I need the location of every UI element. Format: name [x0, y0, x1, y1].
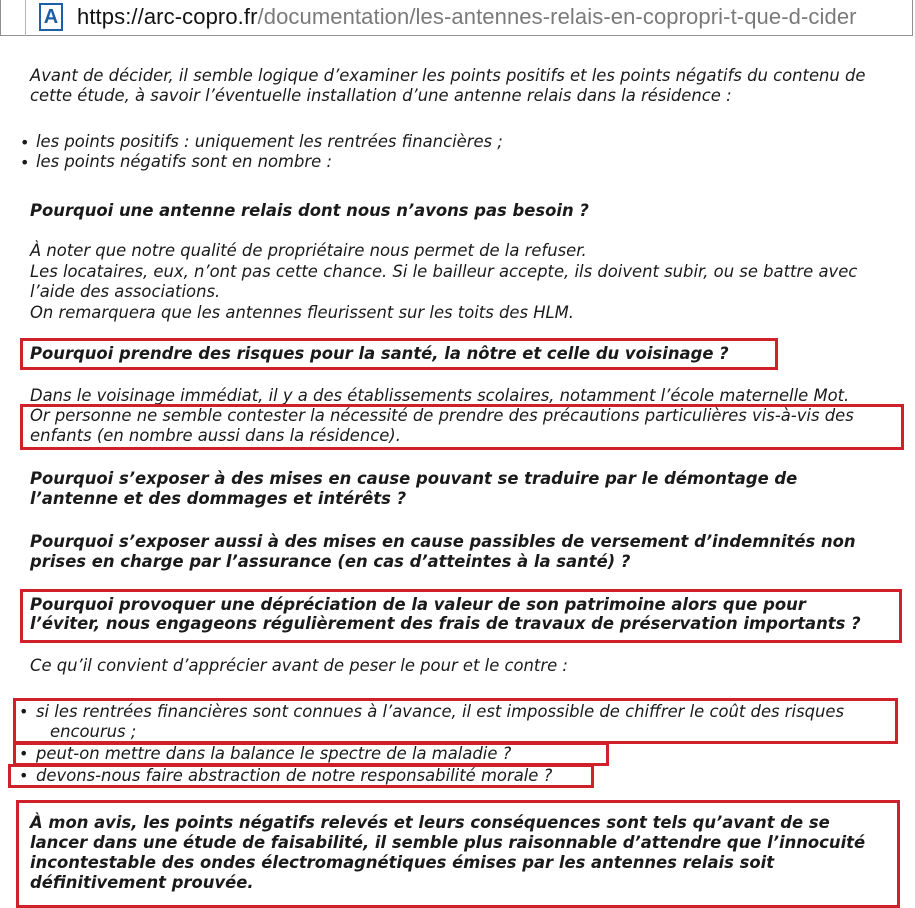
list-item: peut-on mettre dans la balance le spectre de la maladie ?: [36, 744, 512, 763]
question-heading: Pourquoi s’exposer à des mises en cause pouvant se traduire par le démontage de: [30, 469, 798, 488]
bullet-marker: •: [19, 744, 29, 763]
paragraph-line: Ce qu’il convient d’apprécier avant de peser le pour et le contre :: [30, 656, 568, 675]
question-heading: prises en charge par l’assurance (en cas d’atteintes à la santé) ?: [30, 552, 631, 571]
list-item: devons-nous faire abstraction de notre responsabilité morale ?: [36, 766, 553, 785]
address-bar-divider: [25, 0, 26, 36]
paragraph-line: On remarquera que les antennes fleurissent sur les toits des HLM.: [30, 303, 575, 322]
question-heading: Pourquoi s’exposer aussi à des mises en cause passibles de versement d’indemnités non: [30, 532, 856, 551]
intro-line-2: cette étude, à savoir l’éventuelle installation d’une antenne relais dans la résidence :: [30, 86, 732, 105]
question-heading: Pourquoi une antenne relais dont nous n’avons pas besoin ?: [30, 201, 589, 220]
address-bar[interactable]: [0, 0, 913, 36]
url-domain: arc-copro.fr: [143, 4, 258, 29]
url-path: /documentation/les-antennes-relais-en-copropri-t-que-d-cider: [257, 4, 857, 29]
question-heading: l’éviter, nous engageons régulièrement des frais de travaux de préservation importants ?: [30, 614, 861, 633]
question-heading: Pourquoi prendre des risques pour la santé, la nôtre et celle du voisinage ?: [30, 344, 729, 363]
list-item: si les rentrées financières sont connues à l’avance, il est impossible de chiffrer le coût des risques: [36, 702, 845, 721]
bullet-marker: •: [20, 133, 30, 152]
conclusion-line: lancer dans une étude de faisabilité, il semble plus raisonnable d’attendre que l’innocuité: [30, 833, 866, 852]
question-heading: Pourquoi provoquer une dépréciation de la valeur de son patrimoine alors que pour: [30, 595, 806, 614]
paragraph-line: Les locataires, eux, n’ont pas cette chance. Si le bailleur accepte, ils doivent subir, ou se battre avec: [30, 262, 858, 281]
list-item: les points positifs : uniquement les rentrées financières ;: [36, 132, 503, 151]
question-heading: l’antenne et des dommages et intérêts ?: [30, 489, 407, 508]
intro-line-1: Avant de décider, il semble logique d’examiner les points positifs et les points négatifs du contenu de: [30, 66, 866, 85]
paragraph-line: Or personne ne semble contester la nécessité de prendre des précautions particulières vis-à-vis des: [30, 406, 854, 425]
paragraph-line: Dans le voisinage immédiat, il y a des établissements scolaires, notamment l’école maternelle Mot.: [30, 386, 850, 405]
list-item: les points négatifs sont en nombre :: [36, 152, 332, 171]
bullet-marker: •: [19, 702, 29, 721]
paragraph-line: enfants (en nombre aussi dans la résidence).: [30, 426, 401, 445]
url-text[interactable]: [77, 4, 857, 30]
bullet-marker: •: [20, 153, 30, 172]
url-scheme: https://: [77, 4, 144, 29]
article-content: [0, 36, 915, 908]
paragraph-line: À noter que notre qualité de propriétaire nous permet de la refuser.: [30, 241, 587, 260]
bullet-marker: •: [19, 766, 29, 785]
paragraph-line: l’aide des associations.: [30, 282, 221, 301]
site-favicon-icon: A: [39, 3, 63, 31]
list-item: encourus ;: [50, 722, 137, 741]
conclusion-line: incontestable des ondes électromagnétiques émises par les antennes relais soit: [30, 853, 775, 872]
conclusion-line: définitivement prouvée.: [30, 873, 254, 892]
conclusion-line: À mon avis, les points négatifs relevés et leurs conséquences sont tels qu’avant de se: [30, 813, 830, 832]
